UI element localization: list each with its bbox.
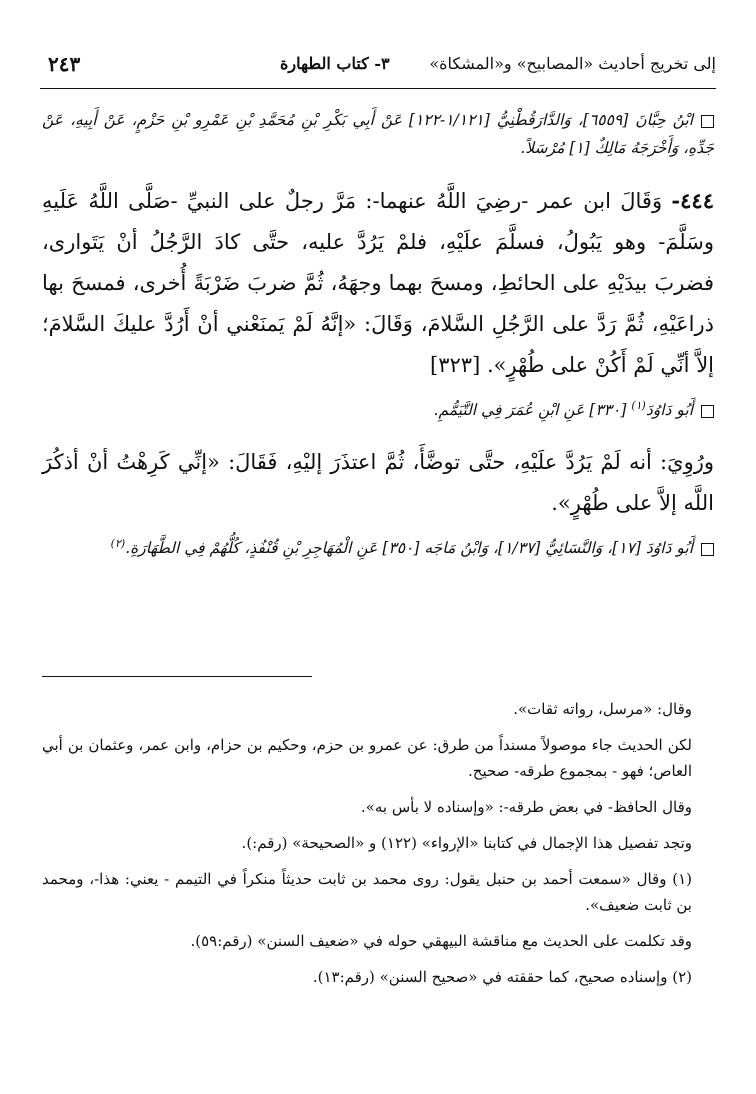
footnote-para-3: وقال الحافظ- في بعض طرقه-: «وإسناده لا بأس به». [360, 798, 692, 816]
hadith-text: وَقَالَ ابن عمر -رضِيَ اللَّهُ عنهما-: مَرَّ رجلٌ على النبيِّ -صَلَّى اللَّهُ عَلَيهِ وسَلَّمَ- وهو يَبُولُ، فسلَّمَ علَيْهِ، فلمْ يَرُدَّ عليه، حتَّى كادَ الرَّجُلُ أنْ يَتَوارى، فضربَ بيدَيْهِ على الحائطِ، ومسحَ بهما وجهَهُ، ثُمَّ ضربَ ضَرْبَةً أُخرى، فمسحَ بها ذراعَيْهِ، ثُمَّ رَدَّ على الرَّجُلِ السَّلامَ، وَقَالَ: «إنَّهُ لَمْ يَمنَعْني أنْ أَرُدَّ عليكَ السَّلامَ؛ إلاَّ أنِّي لَمْ أَكُنْ على طُهْرٍ». [٣٢٣] [42, 189, 714, 377]
footnote-para-1: وقال: «مرسل، رواته ثقات». [513, 700, 692, 718]
footnote-2: (٢) وإسناده صحيح، كما حققته في «صحيح السنن» (رقم:١٣). [312, 968, 692, 986]
footnote-1: (١) وقال «سمعت أحمد بن حنبل يقول: روى محمد بن ثابت حديثاً منكراً في التيمم - يعني: هذا-، ومحمد بن ثابت ضعيف». [42, 870, 692, 914]
source-citation-3 [42, 530, 714, 562]
chapter-title: ٣- كتاب الطهارة [280, 54, 390, 73]
source-3-text: أَبُو دَاوُدَ [١٧]، وَالنَّسَائِيُّ [١/٣٧]، وَابْنُ مَاجَه [٣٥٠] عَنِ الْمُهَاجِرِ بْنِ قُنْفُذٍ، كُلُّهُمْ فِي الطَّهَارَةِ. [125, 539, 693, 558]
square-bullet-icon [701, 115, 714, 128]
source-citation-1 [42, 106, 714, 162]
footnote-para-6: وقد تكلمت على الحديث مع مناقشة البيهقي حوله في «ضعيف السنن» (رقم:٥٩). [190, 932, 692, 950]
footnote-para-4: وتجد تفصيل هذا الإجمال في كتابنا «الإرواء» (١٢٢) و «الصحيحة» (رقم:). [241, 834, 692, 852]
source-2-pre: أَبُو دَاوُدَ [645, 401, 693, 420]
square-bullet-icon [701, 543, 714, 556]
source-1-text: ابْنُ حِبَّانَ [٦٥٥٩]، وَالدَّارَقُطْنِيُّ [١/١٢١-١٢٢] عَنْ أَبِي بَكْرِ بْنِ مُحَمَّدِ بْنِ عَمْرِو بْنِ حَزْمٍ، عَنْ أَبِيهِ، عَنْ جَدِّهِ، وَأَخْرَجَهُ مَالِكٌ [١] مُرْسَلاً. [42, 111, 714, 157]
page-number: ٢٤٣ [48, 52, 81, 76]
riwaya-text: ورُوِيَ: أنه لَمْ يَرُدَّ علَيْهِ، حتَّى توضَّأَ، ثُمَّ اعتذَرَ إليْهِ، فَقَالَ: «إنِّي كَرِهْتُ أنْ أذكُرَ اللَّه إلاَّ على طُهْرٍ». [42, 450, 714, 516]
hadith-number: ٤٤٤- [671, 188, 714, 213]
book-title: إلى تخريج أحاديث «المصابيح» و«المشكاة» [429, 54, 716, 73]
header-divider [40, 88, 716, 89]
running-header [40, 50, 716, 94]
square-bullet-icon [701, 405, 714, 418]
footnotes [42, 696, 714, 1000]
hadith-444 [42, 180, 714, 386]
riwaya [42, 442, 714, 524]
source-2-post: [٣٣٠] عَنِ ابْنِ عُمَرَ فِي التَّيَمُّمِ. [433, 401, 632, 420]
source-citation-2 [42, 392, 714, 424]
footnote-para-2: لكن الحديث جاء موصولاً مسنداً من طرق: عن عمرو بن حزم، وحكيم بن حزام، وابن عمر، وعثمان بن أبي العاص؛ فهو - بمجموع طرقه- صحيح. [42, 736, 692, 780]
footnote-ref-1: (١) [631, 399, 646, 412]
footnote-divider [42, 676, 312, 677]
main-text [42, 106, 714, 580]
footnote-ref-2: (٢) [110, 537, 126, 551]
